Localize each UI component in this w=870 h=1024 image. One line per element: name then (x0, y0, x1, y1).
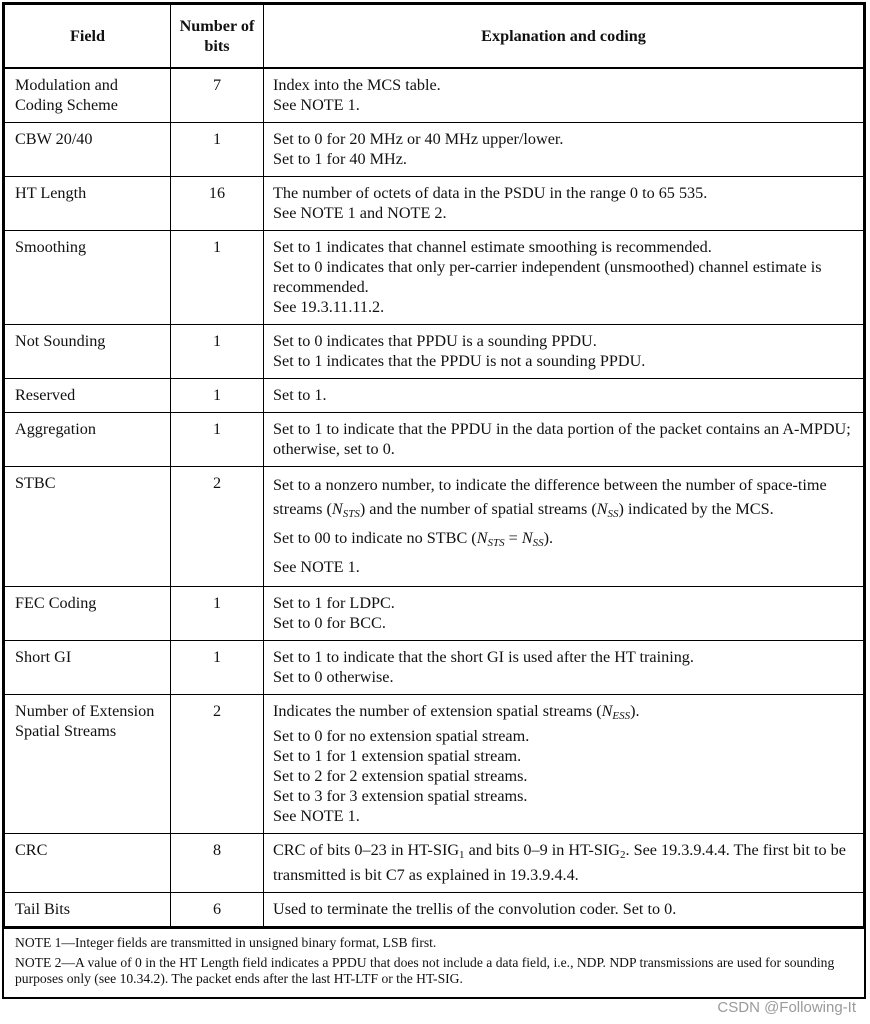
explanation-line: Set to 1 for 1 extension spatial stream. (273, 747, 522, 765)
explanation-line: Set to 3 for 3 extension spatial streams. (273, 787, 528, 805)
explanation-line: See 19.3.11.11.2. (273, 298, 385, 316)
stbc-text-e: ). (543, 529, 554, 547)
ss-subscript: SS (607, 508, 619, 520)
explanation-line: Set to 0 for 20 MHz or 40 MHz upper/lower. (273, 130, 564, 148)
explanation (264, 695, 864, 834)
stbc-text-a: Set to a nonzero number, to indicate the difference between the number of space-time streams ( (273, 476, 827, 518)
bits-value: 2 (171, 695, 264, 834)
explanation-line: Set to 1 to indicate that the PPDU in the data portion of the packet contains an A-MPDU; otherwise, set to 0. (273, 420, 851, 458)
field-name: Smoothing (5, 231, 171, 325)
table-row (5, 834, 864, 893)
explanation (264, 231, 864, 325)
explanation-line: Set to 1 to indicate that the short GI is used after the HT training. (273, 648, 694, 666)
explanation-line: Set to 1. (273, 386, 327, 404)
sts-subscript: STS (342, 508, 360, 520)
field-name: Reserved (5, 379, 171, 413)
bits-value: 2 (171, 467, 264, 587)
n-letter: N (476, 529, 488, 547)
ess-subscript: ESS (612, 710, 631, 722)
bits-value: 1 (171, 123, 264, 177)
explanation-line: Used to terminate the trellis of the convolution coder. Set to 0. (273, 900, 677, 918)
header-bits: Number of bits (171, 5, 264, 69)
crc-text-a: CRC of bits 0–23 in HT-SIG (273, 841, 460, 859)
table-row (5, 177, 864, 231)
explanation-line: Set to 0 for no extension spatial stream. (273, 727, 530, 745)
crc-subscript-2: 2 (619, 849, 626, 861)
note-1: NOTE 1—Integer fields are transmitted in unsigned binary format, LSB first. (15, 935, 437, 950)
table-row (5, 68, 864, 123)
explanation-line: Set to 0 indicates that only per-carrier independent (unsmoothed) channel estimate is recommended. (273, 258, 822, 296)
field-name: FEC Coding (5, 587, 171, 641)
sts-subscript: STS (487, 537, 505, 549)
n-sts-symbol (477, 529, 505, 547)
explanation-line (273, 526, 855, 555)
bits-value: 7 (171, 68, 264, 123)
table-row (5, 467, 864, 587)
bits-value: 1 (171, 587, 264, 641)
explanation (264, 123, 864, 177)
explanation-line: Set to 0 indicates that PPDU is a sounding PPDU. (273, 332, 597, 350)
bits-value: 1 (171, 231, 264, 325)
n-letter: N (601, 702, 613, 720)
ht-sig-fields-table (2, 2, 866, 999)
explanation-line: See NOTE 1 and NOTE 2. (273, 204, 447, 222)
bits-value: 16 (171, 177, 264, 231)
bits-value: 1 (171, 641, 264, 695)
explanation (264, 893, 864, 927)
explanation-line: Set to 1 indicates that channel estimate smoothing is recommended. (273, 238, 712, 256)
equals-sign: = (504, 529, 522, 547)
explanation-line: Index into the MCS table. (273, 76, 441, 94)
explanation (264, 641, 864, 695)
bits-value: 8 (171, 834, 264, 893)
explanation-line: Set to 1 indicates that the PPDU is not a sounding PPDU. (273, 352, 646, 370)
explanation-line: See NOTE 1. (273, 807, 360, 825)
explanation-line: Set to 2 for 2 extension spatial streams. (273, 767, 528, 785)
table-row (5, 379, 864, 413)
explanation (264, 467, 864, 587)
crc-text-c: . See 19.3.9.4.4. The first bit to be transmitted is bit C7 as explained in 19.3.9.4.4. (273, 841, 846, 884)
explanation (264, 177, 864, 231)
ess-close: ). (630, 702, 640, 720)
explanation (264, 587, 864, 641)
n-letter: N (331, 500, 343, 518)
field-name: Modulation and Coding Scheme (5, 68, 171, 123)
bits-value: 1 (171, 325, 264, 379)
table-row (5, 695, 864, 834)
n-sts-symbol (332, 500, 360, 518)
watermark: CSDN @Following-It (717, 999, 856, 1016)
explanation (264, 834, 864, 893)
header-field: Field (5, 5, 171, 69)
explanation (264, 379, 864, 413)
n-ess-symbol (602, 702, 631, 720)
crc-subscript-1: 1 (459, 849, 465, 861)
header-row (5, 5, 864, 69)
field-name: Number of Extension Spatial Streams (5, 695, 171, 834)
table-notes (4, 927, 864, 997)
stbc-text-d: Set to 00 to indicate no STBC ( (273, 529, 477, 547)
bits-value: 6 (171, 893, 264, 927)
header-explanation: Explanation and coding (264, 5, 864, 69)
explanation-line: Set to 1 for 40 MHz. (273, 150, 407, 168)
table-row (5, 325, 864, 379)
field-name: HT Length (5, 177, 171, 231)
table-row (5, 641, 864, 695)
explanation-line: See NOTE 1. (273, 558, 360, 576)
explanation-line: Set to 0 otherwise. (273, 668, 394, 686)
table-row (5, 893, 864, 927)
explanation-line: The number of octets of data in the PSDU in the range 0 to 65 535. (273, 184, 708, 202)
crc-text-b: and bits 0–9 in HT-SIG (464, 841, 620, 859)
bits-value: 1 (171, 379, 264, 413)
ess-text: Indicates the number of extension spatial streams ( (273, 702, 602, 720)
stbc-text-c: ) indicated by the MCS. (618, 500, 774, 518)
note-2: NOTE 2—A value of 0 in the HT Length field indicates a PPDU that does not include a data field, i.e., NDP. NDP transmissions are used for sounding purposes only (see 10.34.2). The packet ends after the last HT-LTF or the HT-SIG. (15, 955, 835, 986)
explanation (264, 413, 864, 467)
ss-subscript: SS (532, 537, 544, 549)
field-name: Aggregation (5, 413, 171, 467)
explanation (264, 68, 864, 123)
table-row (5, 231, 864, 325)
field-name: Not Sounding (5, 325, 171, 379)
table-row (5, 413, 864, 467)
stbc-text-b: ) and the number of spatial streams ( (359, 500, 597, 518)
explanation (264, 325, 864, 379)
field-name: CBW 20/40 (5, 123, 171, 177)
bits-value: 1 (171, 413, 264, 467)
field-name: Short GI (5, 641, 171, 695)
table-row (5, 123, 864, 177)
field-name: STBC (5, 467, 171, 587)
explanation-line: Set to 1 for LDPC. (273, 594, 395, 612)
n-letter: N (521, 529, 533, 547)
explanation-line: Set to 0 for BCC. (273, 614, 386, 632)
n-ss-symbol (597, 500, 619, 518)
n-letter: N (596, 500, 608, 518)
field-name: Tail Bits (5, 893, 171, 927)
explanation-line (273, 701, 855, 726)
field-name: CRC (5, 834, 171, 893)
n-ss-symbol (522, 529, 544, 547)
table-row (5, 587, 864, 641)
explanation-line: See NOTE 1. (273, 96, 360, 114)
